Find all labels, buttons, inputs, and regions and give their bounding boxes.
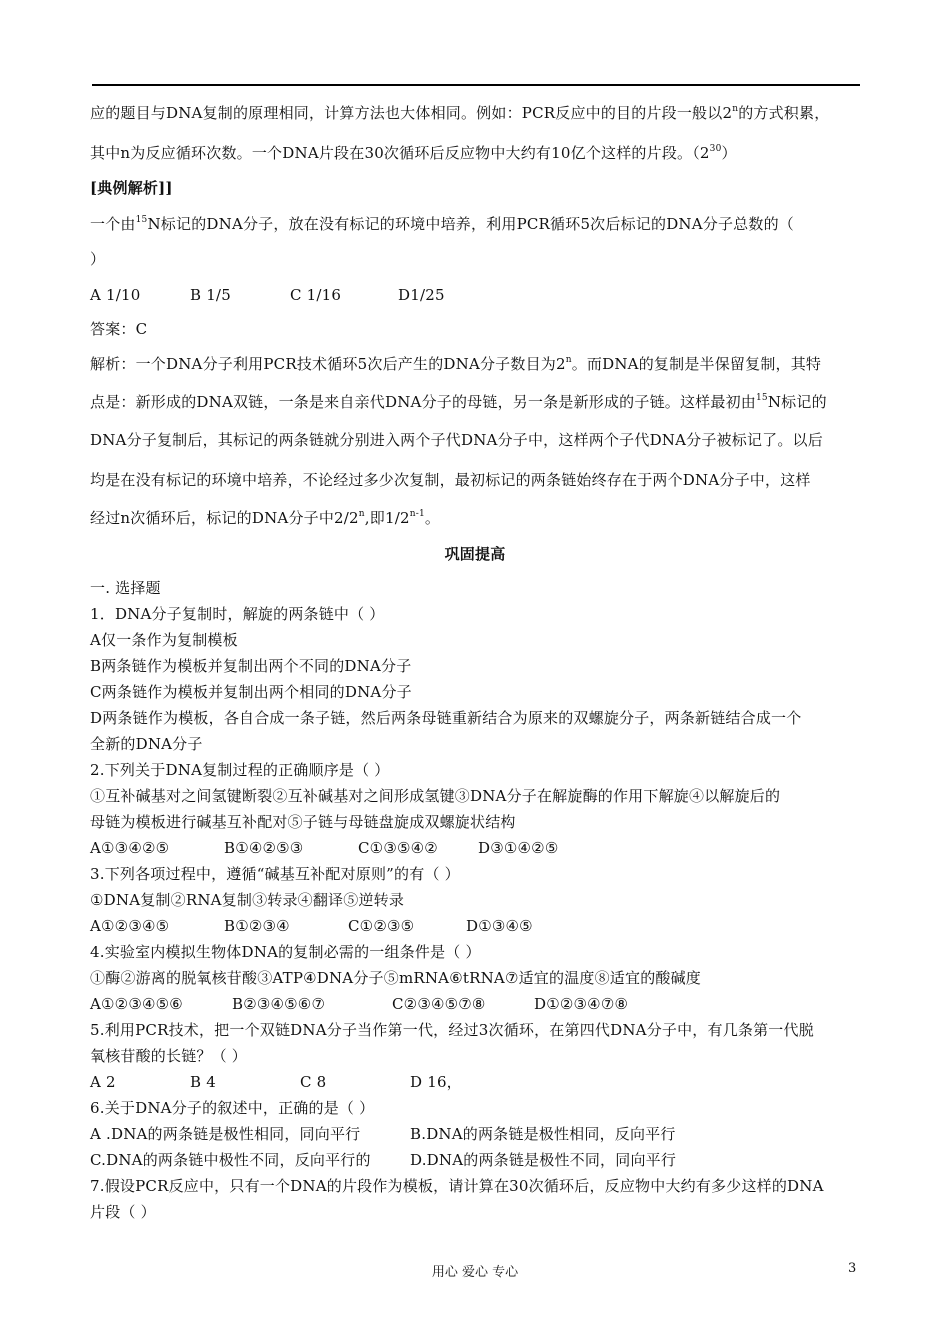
q5-option-c: C 8: [300, 1073, 327, 1091]
q3-items: ①DNA复制②RNA复制③转录④翻译⑤逆转录: [90, 891, 405, 909]
q6-options-ab: [90, 1124, 676, 1144]
q2-options: [90, 838, 558, 858]
example-heading: [典例解析]]: [90, 179, 173, 197]
q1-option-d-cont: 全新的DNA分子: [90, 735, 203, 753]
option-d: D1/25: [398, 286, 445, 304]
q5-option-b: B 4: [190, 1073, 216, 1091]
analysis-line-2: 点是：新形成的DNA双链，一条是来自亲代DNA分子的母链，另一条是新形成的子链。这样最初由$^{15}$N标记的: [90, 393, 827, 411]
q3-option-b: B①②③④: [224, 917, 290, 935]
q1-option-c: C两条链作为模板并复制出两个相同的DNA分子: [90, 683, 412, 701]
q3-stem: 3.下列各项过程中，遵循“碱基互补配对原则”的有（ ）: [90, 865, 460, 883]
q4-option-b: B②③④⑤⑥⑦: [232, 995, 326, 1013]
q4-option-c: C②③④⑤⑦⑧: [392, 995, 486, 1013]
q5-option-d: D 16，: [410, 1073, 462, 1091]
analysis-line-4: 均是在没有标记的环境中培养，不论经过多少次复制，最初标记的两条链始终存在于两个DNA分子中，这样: [90, 471, 811, 489]
q6-stem: 6.关于DNA分子的叙述中，正确的是（ ）: [90, 1099, 375, 1117]
q2-steps-1: ①互补碱基对之间氢键断裂②互补碱基对之间形成氢键③DNA分子在解旋酶的作用下解旋④以解旋后的: [90, 787, 781, 805]
q2-stem: 2.下列关于DNA复制过程的正确顺序是（ ）: [90, 761, 390, 779]
q6-option-d: D.DNA的两条链是极性不同，同向平行: [410, 1151, 677, 1169]
q4-option-d: D①②③④⑦⑧: [534, 995, 629, 1013]
q1-stem: 1．DNA分子复制时，解旋的两条链中（ ）: [90, 605, 385, 623]
q3-options: [90, 916, 533, 936]
q7-stem-1: 7.假设PCR反应中，只有一个DNA的片段作为模板，请计算在30次循环后，反应物中大约有多少这样的DNA: [90, 1177, 824, 1195]
q7-stem-2: 片段（ ）: [90, 1203, 156, 1221]
option-b: B 1/5: [190, 286, 231, 304]
header-rule: [92, 84, 860, 86]
intro-line-1: 应的题目与DNA复制的原理相同，计算方法也大体相同。例如：PCR反应中的目的片段一般以2$^n$的方式积累，: [90, 104, 830, 122]
q1-option-b: B两条链作为模板并复制出两个不同的DNA分子: [90, 657, 412, 675]
q2-option-c: C①③⑤④②: [358, 839, 438, 857]
q6-options-cd: [90, 1150, 676, 1170]
q6-option-a: A .DNA的两条链是极性相同，同向平行: [90, 1125, 361, 1143]
q1-option-d: D两条链作为模板，各自合成一条子链，然后两条母链重新结合为原来的双螺旋分子，两条新链结合成一个: [90, 709, 802, 727]
q4-stem: 4.实验室内模拟生物体DNA的复制必需的一组条件是（ ）: [90, 943, 481, 961]
q5-stem-1: 5.利用PCR技术，把一个双链DNA分子当作第一代，经过3次循环，在第四代DNA分子中，有几条第一代脱: [90, 1021, 814, 1039]
q5-options: [90, 1072, 462, 1092]
q4-items: ①酶②游离的脱氧核苷酸③ATP④DNA分子⑤mRNA⑥tRNA⑦适宜的温度⑧适宜的酸碱度: [90, 969, 701, 987]
q4-options: [90, 994, 628, 1014]
q6-option-c: C.DNA的两条链中极性不同，反向平行的: [90, 1151, 371, 1169]
q2-steps-2: 母链为模板进行碱基互补配对⑤子链与母链盘旋成双螺旋状结构: [90, 813, 516, 831]
option-a: A 1/10: [90, 286, 141, 304]
exercise-part: 一. 选择题: [90, 579, 161, 597]
q3-option-d: D①③④⑤: [466, 917, 533, 935]
analysis-line-3: DNA分子复制后，其标记的两条链就分别进入两个子代DNA分子中，这样两个子代DNA分子被标记了。以后: [90, 431, 823, 449]
option-c: C 1/16: [290, 286, 342, 304]
q1-option-a: A仅一条作为复制模板: [90, 631, 238, 649]
page-number: 3: [848, 1261, 857, 1276]
q6-option-b: B.DNA的两条链是极性相同，反向平行: [410, 1125, 676, 1143]
analysis-line-1: 解析：一个DNA分子利用PCR技术循环5次后产生的DNA分子数目为2$^n$。而DNA的复制是半保留复制，其特: [90, 355, 822, 373]
analysis-line-5: 经过n次循环后，标记的DNA分子中2/2$^n$,即1/2$^{n-1}$。: [90, 509, 441, 527]
q4-option-a: A①②③④⑤⑥: [90, 995, 183, 1013]
q3-option-a: A①②③④⑤: [90, 917, 170, 935]
intro-line-2: 其中n为反应循环次数。一个DNA片段在30次循环后反应物中大约有10亿个这样的片段。$(2^{30})$: [90, 144, 737, 162]
q3-option-c: C①②③⑤: [348, 917, 415, 935]
example-question-cont: ）: [90, 250, 106, 268]
q5-option-a: A 2: [90, 1073, 116, 1091]
example-answer: 答案：C: [90, 320, 148, 338]
q2-option-a: A①③④②⑤: [90, 839, 170, 857]
section-title: 巩固提高: [444, 545, 506, 563]
footer-motto: 用心 爱心 专心: [431, 1265, 519, 1280]
example-options: [90, 285, 445, 305]
example-question: 一个由$^{15}$N标记的DNA分子，放在没有标记的环境中培养，利用PCR循环5次后标记的DNA分子总数的（: [90, 215, 794, 233]
q2-option-b: B①④②⑤③: [224, 839, 304, 857]
q5-stem-2: 氧核苷酸的长链？（ ）: [90, 1047, 247, 1065]
q2-option-d: D③①④②⑤: [478, 839, 559, 857]
